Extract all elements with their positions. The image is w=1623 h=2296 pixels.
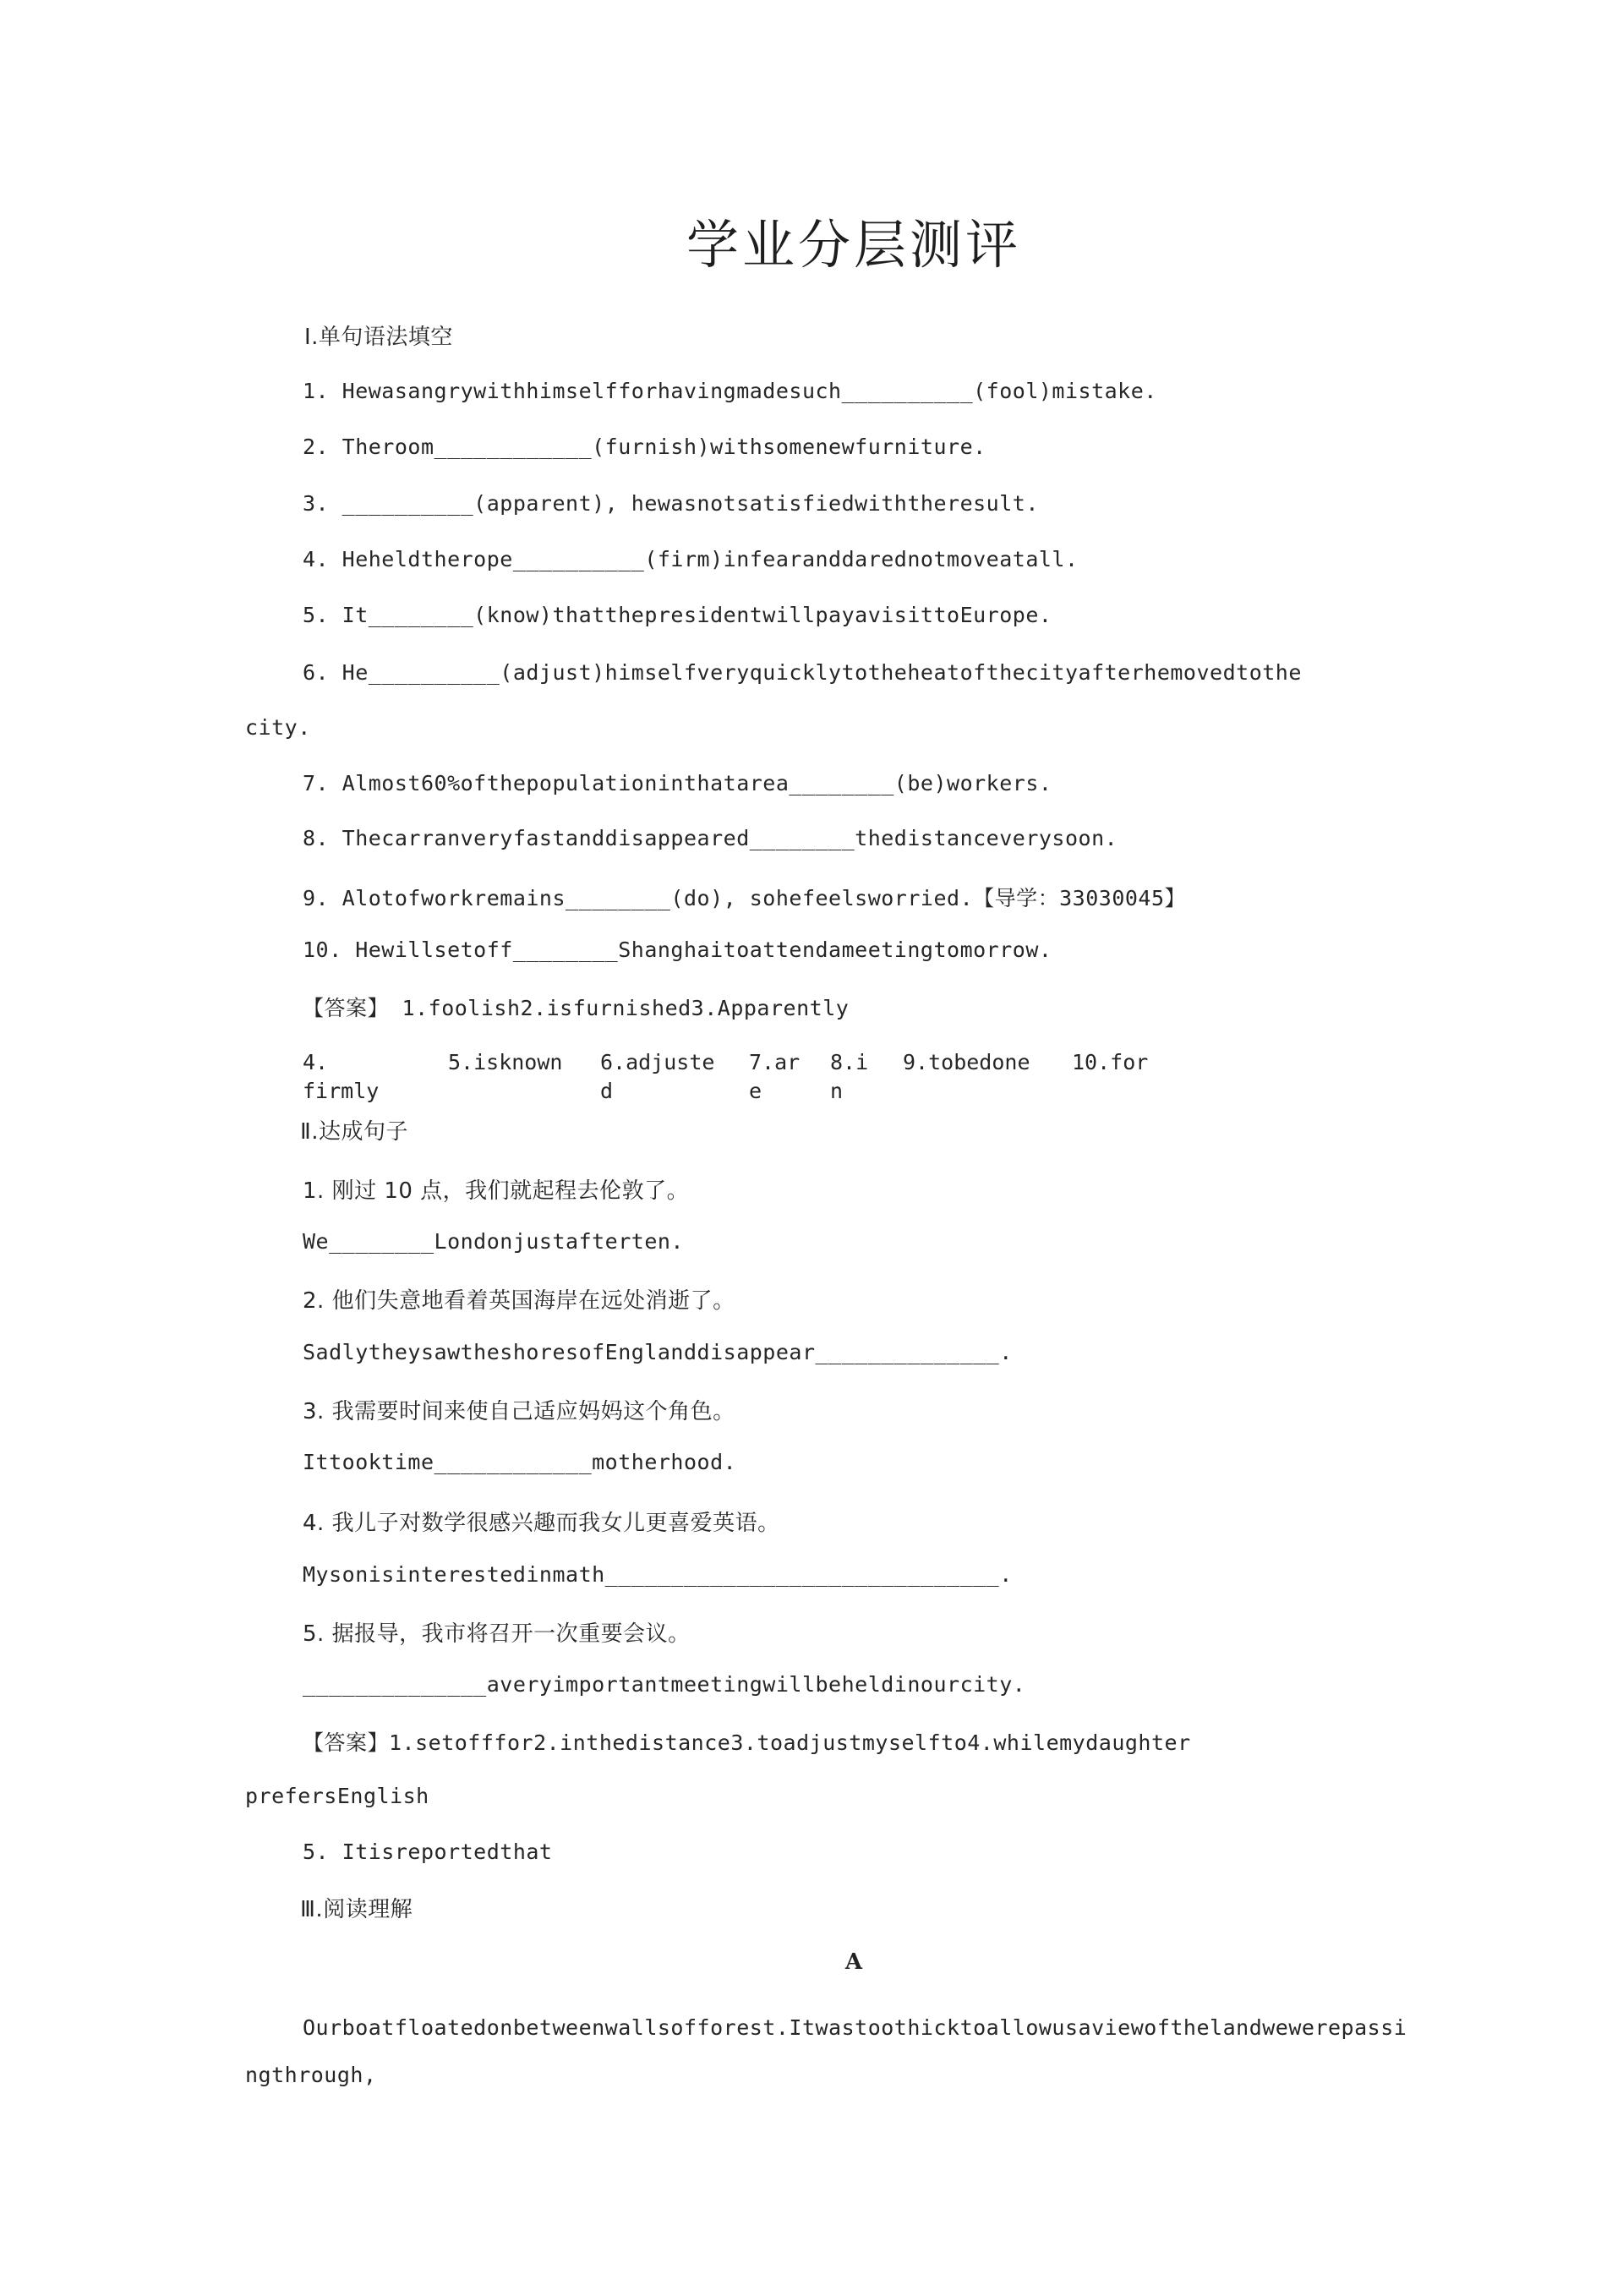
answer-cell: 10.for <box>1072 1050 1149 1074</box>
question-item: 4. Heheldtherope__________(firm)infearanddarednotmoveatall. <box>303 547 1079 571</box>
question-item: 2. Theroom____________(furnish)withsomenewfurniture. <box>303 435 986 459</box>
answer-line: 【答案】 1.foolish2.isfurnished3.Apparently <box>303 996 850 1020</box>
question-item: 1. Hewasangrywithhimselfforhavingmadesuch__________(fool)mistake. <box>303 379 1157 403</box>
answer-cell: 6.adjuste d <box>600 1050 715 1103</box>
answer-cell: 9.tobedone <box>903 1050 1030 1074</box>
question-item: 6. He__________(adjust)himselfveryquicklytotheheatofthecityafterhemovedtothe <box>303 660 1302 685</box>
translation-blank: We________Londonjustafterten. <box>303 1229 684 1254</box>
chinese-sentence: 2. 他们失意地看着英国海岸在远处消逝了。 <box>303 1288 735 1314</box>
section-2-heading: Ⅱ.达成句子 <box>300 1119 409 1145</box>
chinese-sentence: 1. 刚过 10 点，我们就起程去伦敦了。 <box>303 1178 690 1204</box>
question-item: 3. __________(apparent), hewasnotsatisfiedwiththeresult. <box>303 491 1039 516</box>
answer-line-continuation: prefersEnglish <box>245 1784 429 1808</box>
answer-line: 【答案】1.setofffor2.inthedistance3.toadjustmyselfto4.whilemydaughter <box>303 1730 1191 1755</box>
passage-label: A <box>844 1949 863 1975</box>
translation-blank: SadlytheysawtheshoresofEnglanddisappear______________. <box>303 1340 1013 1364</box>
answer-line: 5. Itisreportedthat <box>303 1840 553 1864</box>
translation-blank: Mysonisinterestedinmath______________________________. <box>303 1562 1013 1587</box>
question-item: 5. It________(know)thatthepresidentwillpayavisittoEurope. <box>303 603 1052 627</box>
answer-cell: 4. firmly <box>303 1050 380 1103</box>
answer-cell: 5.isknown <box>448 1050 563 1074</box>
question-item: 8. Thecarranveryfastanddisappeared________thedistanceverysoon. <box>303 826 1118 850</box>
section-3-heading: Ⅲ.阅读理解 <box>300 1897 413 1922</box>
passage-paragraph-continuation: ngthrough, <box>245 2063 377 2087</box>
question-item-continuation: city. <box>245 715 311 740</box>
page-title: 学业分层测评 <box>686 214 1021 276</box>
section-1-heading: Ⅰ.单句语法填空 <box>304 325 453 350</box>
question-item: 10. Hewillsetoff________Shanghaitoattendameetingtomorrow. <box>303 938 1052 962</box>
question-item: 9. Alotofworkremains________(do), sohefeelsworried.【导学：33030045】 <box>303 886 1187 910</box>
translation-blank: ______________averyimportantmeetingwillbeheldinourcity. <box>303 1672 1026 1697</box>
chinese-sentence: 5. 据报导，我市将召开一次重要会议。 <box>303 1621 691 1647</box>
passage-paragraph: Ourboatfloatedonbetweenwallsofforest.Itwastoothicktoallowusaviewofthelandwewerepassi <box>303 2015 1407 2040</box>
answer-cell: 8.i n <box>830 1050 869 1103</box>
translation-blank: Ittooktime____________motherhood. <box>303 1450 737 1474</box>
answer-cell: 7.ar e <box>749 1050 801 1103</box>
chinese-sentence: 4. 我儿子对数学很感兴趣而我女儿更喜爱英语。 <box>303 1511 780 1536</box>
question-item: 7. Almost60%ofthepopulationinthatarea________(be)workers. <box>303 771 1052 795</box>
chinese-sentence: 3. 我需要时间来使自己适应妈妈这个角色。 <box>303 1399 735 1424</box>
